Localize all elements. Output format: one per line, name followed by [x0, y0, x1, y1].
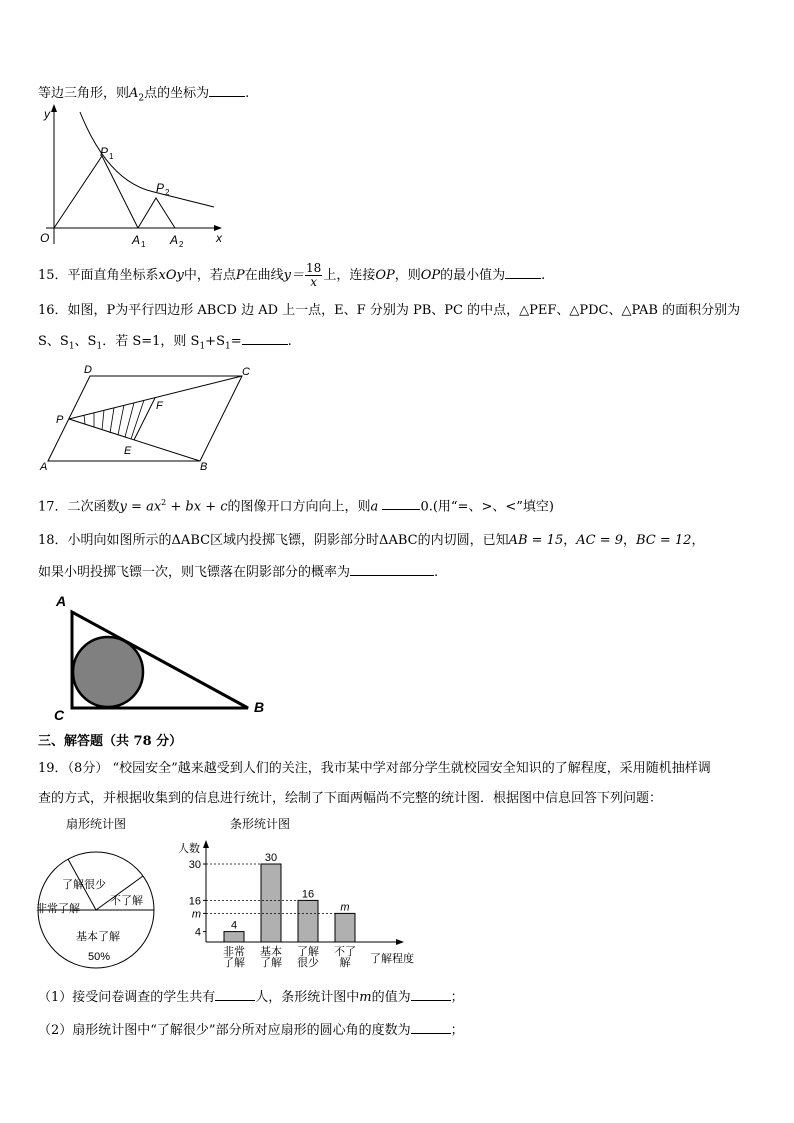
x-category-label: 解	[339, 957, 351, 969]
bar	[335, 913, 355, 942]
question-18-line1: 18．小明向如图所示的ΔABC区域内投掷飞镖，阴影部分时ΔABC的内切圆，已知AB = 15，AC = 9，BC = 12，	[38, 533, 705, 548]
bar-data-label: 30	[264, 852, 278, 864]
q14-tail: 等边三角形，则$A_2$点的坐标为 .	[38, 86, 250, 104]
figure-14-hyperbola	[36, 104, 226, 252]
svg-text:E: E	[124, 445, 132, 457]
svg-text:P: P	[100, 145, 109, 159]
bar-ylabel: 人数	[178, 843, 200, 855]
fig14-o: O	[40, 231, 50, 245]
svg-text:A: A	[132, 233, 141, 247]
svg-text:C: C	[54, 707, 65, 723]
svg-text:P: P	[156, 181, 165, 195]
answer-blank[interactable]	[411, 1021, 451, 1034]
answer-blank[interactable]	[209, 84, 245, 97]
fraction-18-over-x: $\frac{18}{x}$	[306, 261, 322, 289]
x-category-label: 不了	[334, 946, 356, 958]
y-tick-label: m	[191, 908, 201, 921]
question-19-line2: 查的方式，并根据收集到的信息进行统计，绘制了下面两幅尚不完整的统计图．根据图中信息回答下列问题：	[38, 791, 663, 806]
bar-chart-title: 条形统计图	[230, 817, 291, 831]
pie-label-basic: 基本了解	[76, 931, 120, 943]
pie-label-very: 非常了解	[36, 903, 80, 915]
question-16-line2: S、$S_1$、$S_1$．若 S=1，则 $S_1+S_1=$ .	[38, 334, 292, 352]
svg-text:A: A	[56, 593, 67, 609]
svg-text:A: A	[40, 461, 48, 473]
bar	[298, 900, 318, 942]
svg-text:2: 2	[179, 240, 184, 249]
question-19-part2: （2）扇形统计图中“了解很少”部分所对应扇形的圆心角的度数为 ；	[38, 1023, 464, 1038]
x-category-label: 了解	[297, 946, 319, 958]
answer-blank[interactable]	[382, 497, 420, 510]
question-16-line1: 16．如图，P为平行四边形 ABCD 边 AD 上一点，E、F 分别为 PB、PC 的中点，△PEF、△PDC、△PAB 的面积分别为	[38, 303, 741, 318]
fig14-x: x	[216, 231, 222, 245]
bar-xlabel: 了解程度	[370, 953, 414, 965]
x-category-label: 基本	[260, 946, 282, 958]
answer-blank[interactable]	[242, 332, 288, 345]
svg-text:2: 2	[165, 188, 170, 197]
pie-chart-title: 扇形统计图	[66, 817, 127, 831]
section-heading: 三、解答题（共 78 分）	[38, 734, 183, 749]
answer-blank[interactable]	[350, 563, 434, 576]
answer-blank[interactable]	[215, 988, 255, 1001]
svg-text:F: F	[156, 400, 163, 412]
bar-chart	[176, 838, 426, 978]
y-tick-label: 16	[188, 895, 201, 908]
y-tick-label: 4	[194, 926, 201, 939]
pie-label-none: 不了解	[110, 895, 143, 907]
svg-text:C: C	[242, 366, 250, 378]
answer-blank[interactable]	[411, 988, 451, 1001]
x-category-label: 很少	[297, 957, 319, 969]
svg-text:D: D	[84, 364, 92, 376]
question-19-part1: （1）接受问卷调查的学生共有 人，条形统计图中m的值为 ；	[38, 990, 464, 1005]
bar-data-label: 16	[301, 888, 315, 901]
figure-16-parallelogram	[36, 362, 266, 474]
x-category-label: 了解	[260, 957, 282, 969]
figure-18-incircle-triangle	[50, 590, 280, 722]
pie-label-pct: 50%	[88, 951, 111, 963]
question-18-line2: 如果小明投掷飞镖一次，则飞镖落在阴影部分的概率为 .	[38, 565, 439, 580]
y-tick-label: 30	[188, 859, 201, 871]
bar-data-label: 4	[230, 919, 238, 932]
bar	[261, 864, 281, 942]
x-category-label: 非常	[223, 946, 245, 958]
bar-data-label: m	[340, 901, 350, 914]
svg-text:1: 1	[141, 240, 146, 249]
answer-blank[interactable]	[505, 266, 541, 279]
question-17: 17．二次函数$y = ax^2$ + bx + c的图像开口方向向上，则a 0.(用“=、>、<”填空)	[38, 498, 554, 515]
svg-text:P: P	[56, 414, 64, 426]
svg-text:B: B	[254, 699, 265, 715]
fig14-y: y	[44, 107, 50, 121]
bar	[224, 932, 244, 942]
svg-text:A: A	[170, 233, 179, 247]
svg-text:1: 1	[109, 152, 114, 161]
x-category-label: 了解	[223, 957, 245, 969]
svg-text:B: B	[200, 461, 208, 473]
question-15: 15．平面直角坐标系xOy中，若点P在曲线y＝ $\frac{18}{x}$ 上，连接OP，则OP的最小值为 .	[38, 261, 546, 289]
pie-chart	[36, 842, 160, 972]
question-19-line1: 19．（8分） “校园安全”越来越受到人们的关注，我市某中学对部分学生就校园安全知识的了解程度，采用随机抽样调	[38, 761, 711, 776]
pie-label-little: 了解很少	[62, 879, 106, 891]
